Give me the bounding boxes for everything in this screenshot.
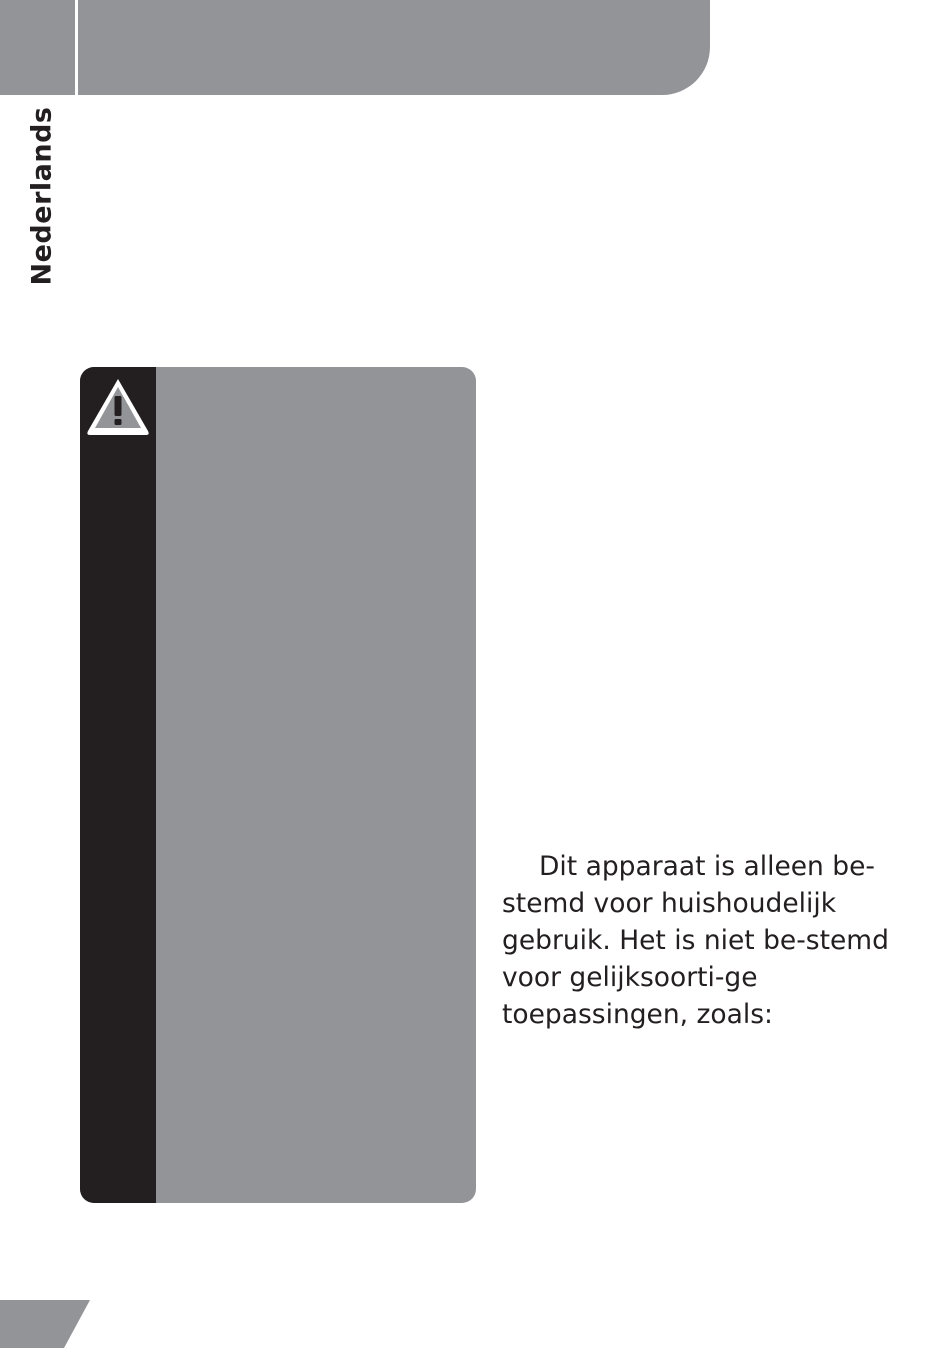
header-divider	[75, 0, 78, 95]
body-line: stemd voor huishoudelijk	[502, 888, 837, 919]
page-corner-tab	[0, 1300, 90, 1348]
warning-triangle-icon	[84, 375, 152, 439]
body-line: toepassingen, zoals:	[502, 999, 773, 1030]
body-line: gebruik. Het is niet be-stemd	[502, 925, 889, 956]
body-paragraph	[502, 848, 922, 1033]
warning-strip	[80, 367, 156, 1203]
body-line: voor gelijksoorti-ge	[502, 962, 758, 993]
warning-box	[80, 367, 476, 1203]
body-line: Dit apparaat is alleen be-	[539, 851, 875, 882]
language-label: Nederlands	[26, 106, 58, 286]
header-bar	[0, 0, 710, 95]
